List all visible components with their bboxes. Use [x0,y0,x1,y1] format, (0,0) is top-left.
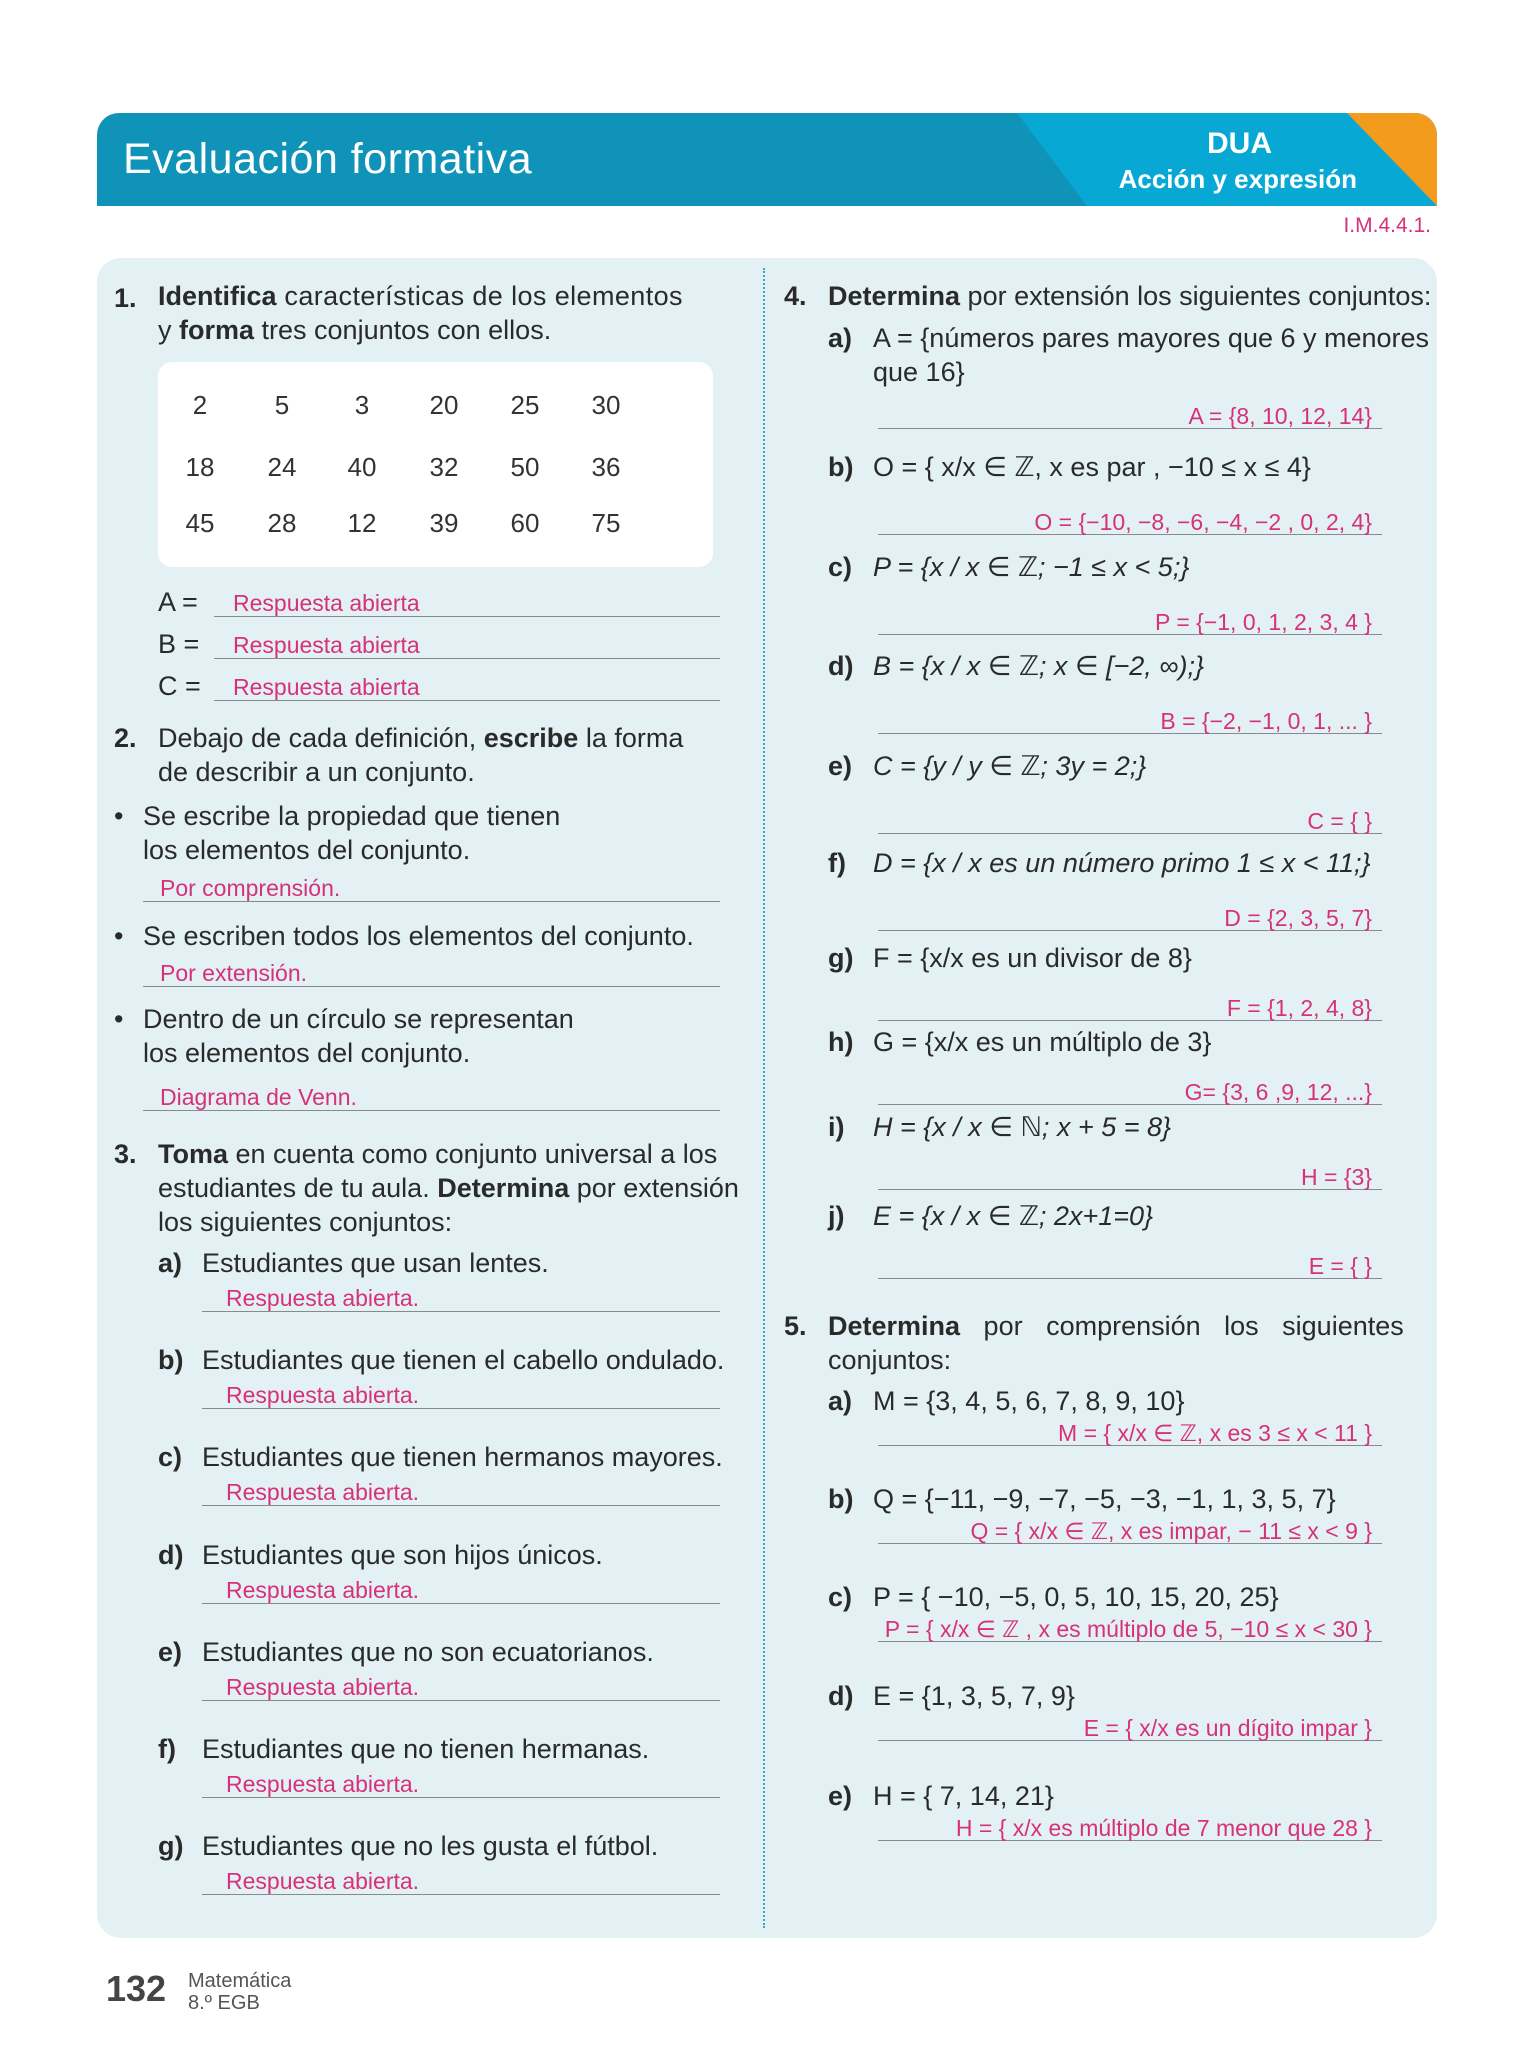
question-number: 5. [784,1311,807,1341]
question-number: 2. [114,723,137,753]
item-text: H = {x / x ∈ ℕ; x + 5 = 8} [873,1112,1172,1142]
item-label: j) [828,1201,845,1231]
item-text: P = { −10, −5, 0, 5, 10, 15, 20, 25} [873,1582,1279,1612]
bold-text: escribe [483,723,579,753]
header-banner [97,113,1437,206]
bullet: • [114,801,124,831]
bold-text: Determina [437,1173,570,1203]
number-cell: 12 [347,508,377,538]
item-label: h) [828,1027,854,1057]
bullet-text: Se escribe la propiedad que tienen [143,801,561,831]
answer-text: M = { x/x ∈ ℤ, x es 3 ≤ x < 11 } [1058,1420,1372,1446]
set-label: C = [158,671,201,701]
number-cell: 20 [429,390,459,420]
set-label: A = [158,587,198,617]
text: características de los elementos [276,281,683,311]
item-text: Estudiantes que tienen hermanos mayores. [202,1442,723,1472]
item-label: a) [828,1386,853,1416]
numbers-table [158,362,713,567]
item-label: e) [828,1781,853,1811]
page-number: 132 [106,1968,167,2009]
number-cell: 32 [429,452,459,482]
text: la forma [578,723,684,753]
number-cell: 40 [347,452,377,482]
question-3-text-2 [158,1173,739,1204]
answer-text: Por extensión. [160,960,308,986]
answer-text: Respuesta abierta. [226,1771,420,1797]
bold-text: forma [179,315,255,345]
answer-text: Respuesta abierta. [226,1868,420,1894]
number-cell: 24 [267,452,297,482]
text: en cuenta como conjunto universal a los [228,1139,718,1169]
item-text: B = {x / x ∈ ℤ; x ∈ [−2, ∞);} [873,651,1205,681]
answer-text: G= {3, 6 ,9, 12, ...} [1184,1079,1372,1105]
number-cell: 36 [591,452,621,482]
item-text: A = {números pares mayores que 6 y menores [873,323,1430,353]
item-text: M = {3, 4, 5, 6, 7, 8, 9, 10} [873,1386,1185,1416]
question-1 [114,281,137,315]
answer-text: P = {−1, 0, 1, 2, 3, 4 } [1155,609,1372,635]
number-cell: 30 [591,390,621,420]
bold-text: Identifica [158,281,277,311]
number-cell: 60 [510,508,540,538]
question-1-text-2 [158,315,551,346]
number-cell: 3 [354,390,370,420]
item-text: F = {x/x es un divisor de 8} [873,943,1192,973]
answer-text: B = {−2, −1, 0, 1, ... } [1160,708,1372,734]
question-number: 1. [114,283,137,313]
answer-text: Respuesta abierta [233,674,420,700]
item-text: P = {x / x ∈ ℤ; −1 ≤ x < 5;} [873,552,1190,582]
number-cell: 5 [274,390,290,420]
item-text: Estudiantes que no les gusta el fútbol. [202,1831,659,1861]
item-text: Q = {−11, −9, −7, −5, −3, −1, 1, 3, 5, 7} [873,1484,1336,1514]
answer-text: Respuesta abierta. [226,1674,420,1700]
answer-text: Q = { x/x ∈ ℤ, x es impar, − 11 ≤ x < 9 } [970,1518,1372,1544]
subject-label: Matemática [188,1970,292,1992]
item-label: e) [828,751,853,781]
text: por extensión [569,1173,739,1203]
bullet-text-2: los elementos del conjunto. [143,835,471,865]
answer-text: Respuesta abierta. [226,1382,420,1408]
item-label: c) [828,552,853,582]
item-label: f) [828,848,846,878]
answer-text: H = {3} [1301,1164,1372,1190]
item-label: a) [828,323,853,353]
answer-line [878,810,1382,834]
question-5-text [828,1311,1404,1342]
number-cell: 2 [192,390,208,420]
text: estudiantes de tu aula. [158,1173,438,1203]
item-text: Estudiantes que usan lentes. [202,1248,549,1278]
page-title: Evaluación formativa [123,135,533,183]
answer-text: D = {2, 3, 5, 7} [1224,905,1372,931]
answer-text: P = { x/x ∈ ℤ , x es múltiplo de 5, −10 ≤ x < 30 } [884,1616,1372,1642]
answer-text: Por comprensión. [160,875,341,901]
item-label: d) [828,651,854,681]
bold-text: Determina [828,1311,961,1341]
text: por extensión los siguientes conjuntos: [960,281,1432,311]
dua-subtitle: Acción y expresión [1118,164,1357,194]
item-label: e) [158,1637,183,1667]
item-label: d) [158,1540,184,1570]
answer-text: Respuesta abierta. [226,1479,420,1505]
bullet-text: Se escriben todos los elementos del conjunto. [143,921,694,951]
answer-text: Respuesta abierta [233,632,420,658]
bullet-text: Dentro de un círculo se representan [143,1004,574,1034]
bullet-text-2: los elementos del conjunto. [143,1038,471,1068]
bold-text: Determina [828,281,961,311]
item-label: g) [828,943,854,973]
question-2-text-2: de describir a un conjunto. [158,757,475,787]
item-text: E = {x / x ∈ ℤ; 2x+1=0} [873,1201,1154,1231]
question-4-text [828,281,1431,312]
answer-text: F = {1, 2, 4, 8} [1226,995,1372,1021]
number-cell: 45 [185,508,215,538]
question-5-text-2: conjuntos: [828,1345,952,1375]
number-cell: 18 [185,452,215,482]
column-divider [763,268,765,1928]
item-label: c) [158,1442,183,1472]
item-label: b) [828,452,854,482]
item-text: Estudiantes que no tienen hermanas. [202,1734,650,1764]
answer-text: C = { } [1307,808,1372,834]
item-text: C = {y / y ∈ ℤ; 3y = 2;} [873,751,1147,781]
footer-subject [188,1970,291,2014]
item-text: D = {x / x es un número primo 1 ≤ x < 11;} [873,848,1371,878]
answer-text: Respuesta abierta. [226,1285,420,1311]
item-label: a) [158,1248,183,1278]
question-number: 4. [784,281,807,311]
answer-text: Respuesta abierta [233,590,420,616]
question-3-text-3: los siguientes conjuntos: [158,1207,453,1237]
item-text-2: que 16} [873,357,965,387]
answer-text: A = {8, 10, 12, 14} [1188,403,1372,429]
item-label: d) [828,1681,854,1711]
text: y [158,315,180,345]
item-text: Estudiantes que no son ecuatorianos. [202,1637,654,1667]
item-label: b) [828,1484,854,1514]
item-label: b) [158,1345,184,1375]
answer-line [878,1255,1382,1279]
number-cell: 75 [591,508,621,538]
dua-badge [1017,113,1437,206]
text: Debajo de cada definición, [158,723,484,753]
item-text: E = {1, 3, 5, 7, 9} [873,1681,1075,1711]
indicator-code: I.M.4.4.1. [1343,214,1431,237]
number-cell: 39 [429,508,459,538]
question-2-text [158,723,723,754]
set-label: B = [158,629,200,659]
text: tres conjuntos con ellos. [254,315,552,345]
question-number: 3. [114,1139,137,1169]
question-3-text [158,1139,717,1170]
number-cell: 25 [510,390,540,420]
item-label: c) [828,1582,853,1612]
number-cell: 28 [267,508,297,538]
text: por comprensión los siguientes [960,1311,1404,1341]
bullet: • [114,921,124,951]
bold-text: Toma [158,1139,229,1169]
answer-text: H = { x/x es múltiplo de 7 menor que 28 } [955,1815,1372,1841]
item-text: G = {x/x es un múltiplo de 3} [873,1027,1212,1057]
answer-text: E = { x/x es un dígito impar } [1083,1715,1372,1741]
item-text: O = { x/x ∈ ℤ, x es par , −10 ≤ x ≤ 4} [873,452,1311,482]
answer-text: Diagrama de Venn. [160,1084,357,1110]
dua-title: DUA [1207,127,1272,160]
number-cell: 50 [510,452,540,482]
item-text: H = { 7, 14, 21} [873,1781,1054,1811]
answer-text: Respuesta abierta. [226,1577,420,1603]
item-label: g) [158,1831,184,1861]
item-text: Estudiantes que son hijos únicos. [202,1540,603,1570]
answer-text: E = { } [1308,1253,1372,1279]
item-label: i) [828,1112,845,1142]
item-label: f) [158,1734,176,1764]
item-text: Estudiantes que tienen el cabello ondulado. [202,1345,725,1375]
question-1-text [158,281,723,312]
bullet: • [114,1004,124,1034]
grade-label: 8.º EGB [188,1992,260,2014]
answer-text: O = {−10, −8, −6, −4, −2 , 0, 2, 4} [1034,509,1372,535]
